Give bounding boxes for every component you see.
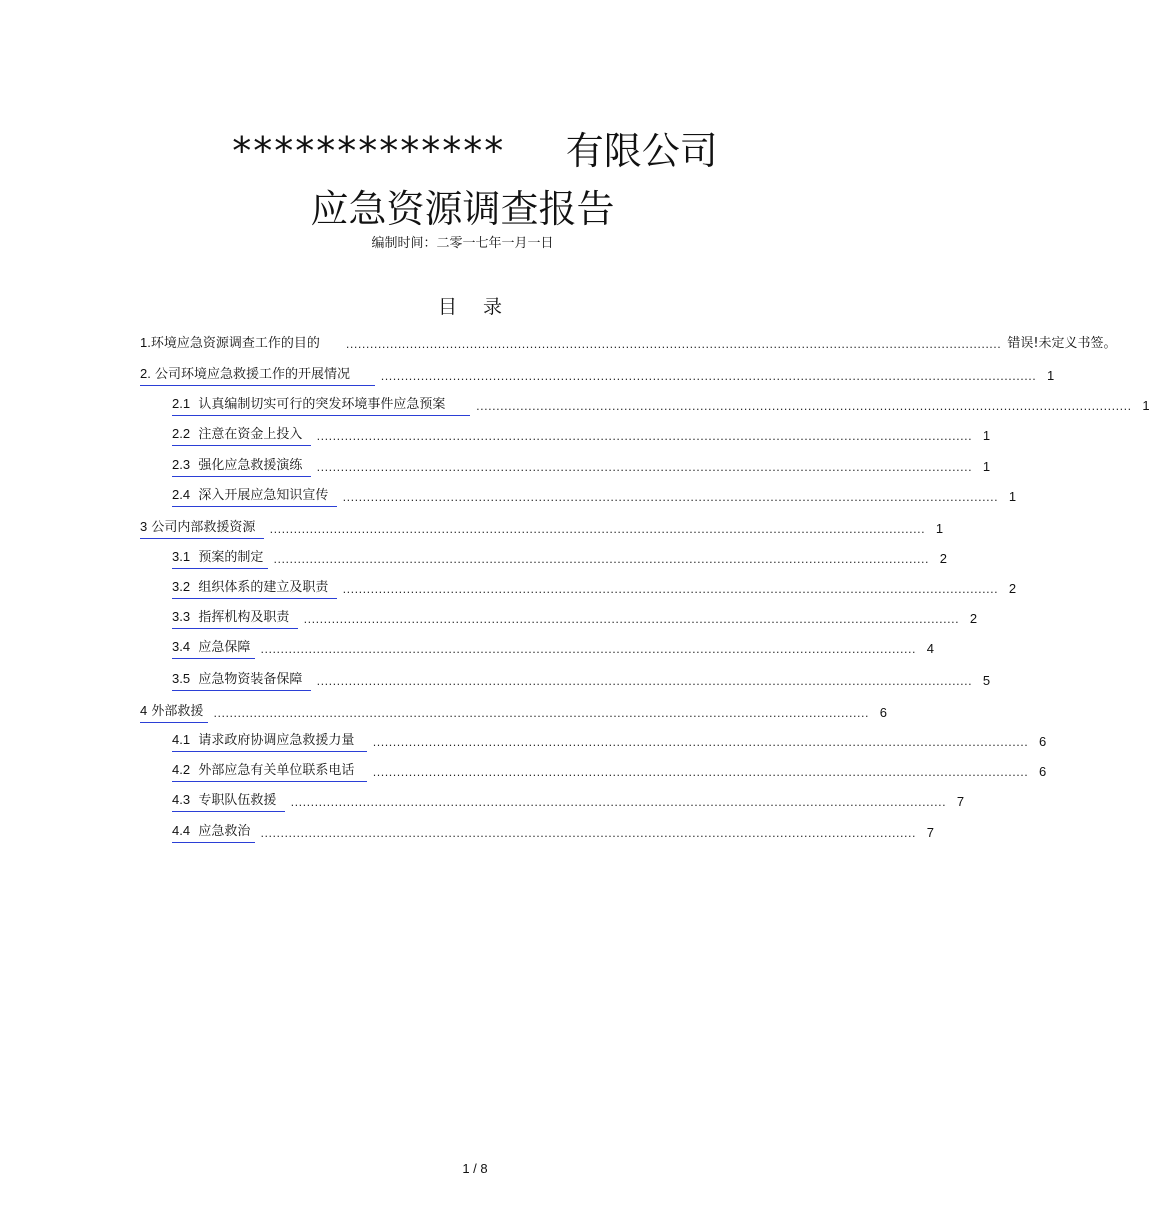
toc-entry-page: 6 — [879, 705, 887, 720]
toc-entry-title[interactable] — [140, 702, 208, 723]
toc-entry-title[interactable] — [172, 761, 367, 782]
toc-entry-title[interactable] — [172, 822, 255, 843]
toc-entry-page: 5 — [982, 673, 991, 688]
toc-entry-title[interactable] — [172, 638, 255, 659]
toc-entry-number: 2.4 — [172, 487, 191, 502]
toc-entry-label: 指挥机构及职责 — [198, 610, 290, 625]
toc-entry-number: 2.2 — [172, 426, 191, 441]
toc-entry-page: 6 — [1038, 764, 1047, 779]
toc-leader-dots: .................................................................................................................................................................... — [316, 675, 973, 688]
toc-leader-dots: .................................................................................................................................................................... — [213, 707, 869, 720]
toc-entry-title[interactable] — [172, 731, 367, 752]
toc-leader-dots: .................................................................................................................................................................... — [316, 461, 973, 474]
toc-entry-number: 4.4 — [172, 823, 191, 838]
page-indicator: 1 / 8 — [462, 1161, 488, 1176]
toc-entry-number: 4.2 — [172, 762, 191, 777]
toc-entry-label: 注意在资金上投入 — [198, 427, 303, 442]
toc-entry-title[interactable] — [172, 425, 311, 446]
toc-entry[interactable] — [172, 394, 1150, 416]
toc-entry[interactable] — [172, 547, 947, 569]
toc-leader-dots: .................................................................................................................................................................... — [342, 583, 999, 596]
toc-leader-dots: .................................................................................................................................................................... — [316, 430, 973, 443]
toc-entry-label: 外部救援 — [151, 704, 204, 719]
company-name — [0, 128, 950, 174]
toc-entry-number: 2.3 — [172, 457, 191, 472]
toc-entry-label: 公司内部救援资源 — [151, 520, 256, 535]
toc-entry[interactable] — [172, 485, 1017, 507]
toc-leader-dots: .................................................................................................................................................................... — [380, 370, 1037, 383]
toc-entry-label: 专职队伍救援 — [198, 793, 277, 808]
toc-entry-label: 认真编制切实可行的突发环境事件应急预案 — [198, 397, 446, 412]
toc-entry-number: 3.3 — [172, 609, 191, 624]
toc-leader-dots: .................................................................................................................................................................... — [476, 400, 1132, 413]
toc-entry-title[interactable] — [172, 670, 311, 691]
toc-entry[interactable] — [172, 637, 934, 659]
toc-leader-dots: .................................................................................................................................................................... — [269, 523, 926, 536]
toc-entry-title[interactable] — [172, 456, 311, 477]
toc-entry-number: 3.2 — [172, 579, 191, 594]
toc-entry-page: 4 — [926, 641, 934, 656]
toc-entry-number: 3.5 — [172, 671, 191, 686]
toc-entry-title[interactable] — [140, 518, 264, 539]
toc-entry-page: 6 — [1038, 734, 1047, 749]
toc-entry-number: 2. — [140, 366, 151, 381]
toc-entry-page: 2 — [1008, 581, 1017, 596]
toc-entry[interactable] — [172, 424, 991, 446]
toc-entry-number: 4.3 — [172, 792, 191, 807]
toc-entry-label: 公司环境应急救援工作的开展情况 — [154, 367, 350, 382]
toc-leader-dots: .................................................................................................................................................................... — [345, 338, 1002, 351]
toc-entry[interactable] — [140, 701, 887, 723]
toc-entry-label: 强化应急救援演练 — [198, 458, 303, 473]
toc-entry-page: 1 — [935, 521, 944, 536]
toc-heading: 目 录 — [437, 296, 513, 318]
toc-leader-dots: .................................................................................................................................................................... — [372, 736, 1029, 749]
toc-entry[interactable] — [172, 730, 1047, 752]
toc-entry-number: 4.1 — [172, 732, 191, 747]
toc-entry-label: 预案的制定 — [198, 550, 264, 565]
toc-entry-page: 7 — [956, 794, 965, 809]
toc-entry-number: 3.4 — [172, 639, 191, 654]
toc-entry-title[interactable] — [172, 578, 337, 599]
toc-entry-title[interactable] — [172, 486, 337, 507]
toc-entry-label: 外部应急有关单位联系电话 — [198, 763, 355, 778]
toc-entry-title[interactable] — [140, 365, 375, 386]
toc-entry-label: 组织体系的建立及职责 — [198, 580, 329, 595]
toc-entry-title[interactable] — [172, 548, 268, 569]
toc-entry[interactable] — [140, 364, 1055, 386]
toc-leader-dots: .................................................................................................................................................................... — [372, 766, 1029, 779]
toc-entry-title[interactable] — [140, 334, 320, 354]
toc-entry-number: 4 — [140, 703, 148, 718]
toc-entry-page: 7 — [926, 825, 934, 840]
toc-entry-number: 1. — [140, 335, 151, 350]
toc-entry-label: 深入开展应急知识宣传 — [198, 488, 329, 503]
toc-entry-number: 3 — [140, 519, 148, 534]
toc-leader-dots: .................................................................................................................................................................... — [260, 827, 916, 840]
toc-entry-page: 2 — [939, 551, 947, 566]
toc-entry-label: 应急保障 — [198, 640, 251, 655]
toc-entry-page: 1 — [982, 459, 991, 474]
toc-entry-title[interactable] — [172, 395, 470, 416]
toc-leader-dots: .................................................................................................................................................................... — [260, 643, 916, 656]
toc-leader-dots: .................................................................................................................................................................... — [303, 613, 960, 626]
toc-entry-number: 3.1 — [172, 549, 191, 564]
toc-entry-label: 应急救治 — [198, 824, 251, 839]
toc-entry-title[interactable] — [172, 608, 298, 629]
toc-leader-dots: .................................................................................................................................................................... — [290, 796, 947, 809]
toc-entry-number: 2.1 — [172, 396, 191, 411]
toc-entry[interactable] — [172, 669, 991, 691]
toc-entry[interactable] — [172, 760, 1047, 782]
toc-entry-page: 2 — [969, 611, 978, 626]
toc-entry-page: 1 — [982, 428, 991, 443]
toc-entry-page: 1 — [1008, 489, 1017, 504]
toc-entry[interactable] — [172, 821, 934, 843]
toc-entry-page: 1 — [1047, 368, 1055, 383]
report-title: 应急资源调查报告 — [310, 187, 615, 231]
toc-entry-page: 错误!未定义书签。 — [1007, 336, 1117, 351]
toc-entry[interactable] — [140, 332, 1117, 354]
toc-entry[interactable] — [172, 455, 991, 477]
company-name-mask: ************* — [232, 129, 506, 173]
company-name-suffix: 有限公司 — [565, 129, 718, 173]
toc-leader-dots: .................................................................................................................................................................... — [342, 491, 999, 504]
toc-entry[interactable] — [172, 790, 965, 812]
compile-date: 编制时间：二零一七年一月一日 — [371, 236, 554, 251]
toc-entry[interactable] — [172, 577, 1017, 599]
toc-leader-dots: .................................................................................................................................................................... — [273, 553, 929, 566]
toc-entry[interactable] — [140, 517, 944, 539]
toc-entry-label: 请求政府协调应急救援力量 — [198, 733, 355, 748]
toc-entry-label: 环境应急资源调查工作的目的 — [150, 336, 320, 351]
toc-entry[interactable] — [172, 607, 978, 629]
toc-entry-page: 1 — [1142, 398, 1150, 413]
toc-entry-title[interactable] — [172, 791, 285, 812]
toc-entry-label: 应急物资装备保障 — [198, 672, 303, 687]
